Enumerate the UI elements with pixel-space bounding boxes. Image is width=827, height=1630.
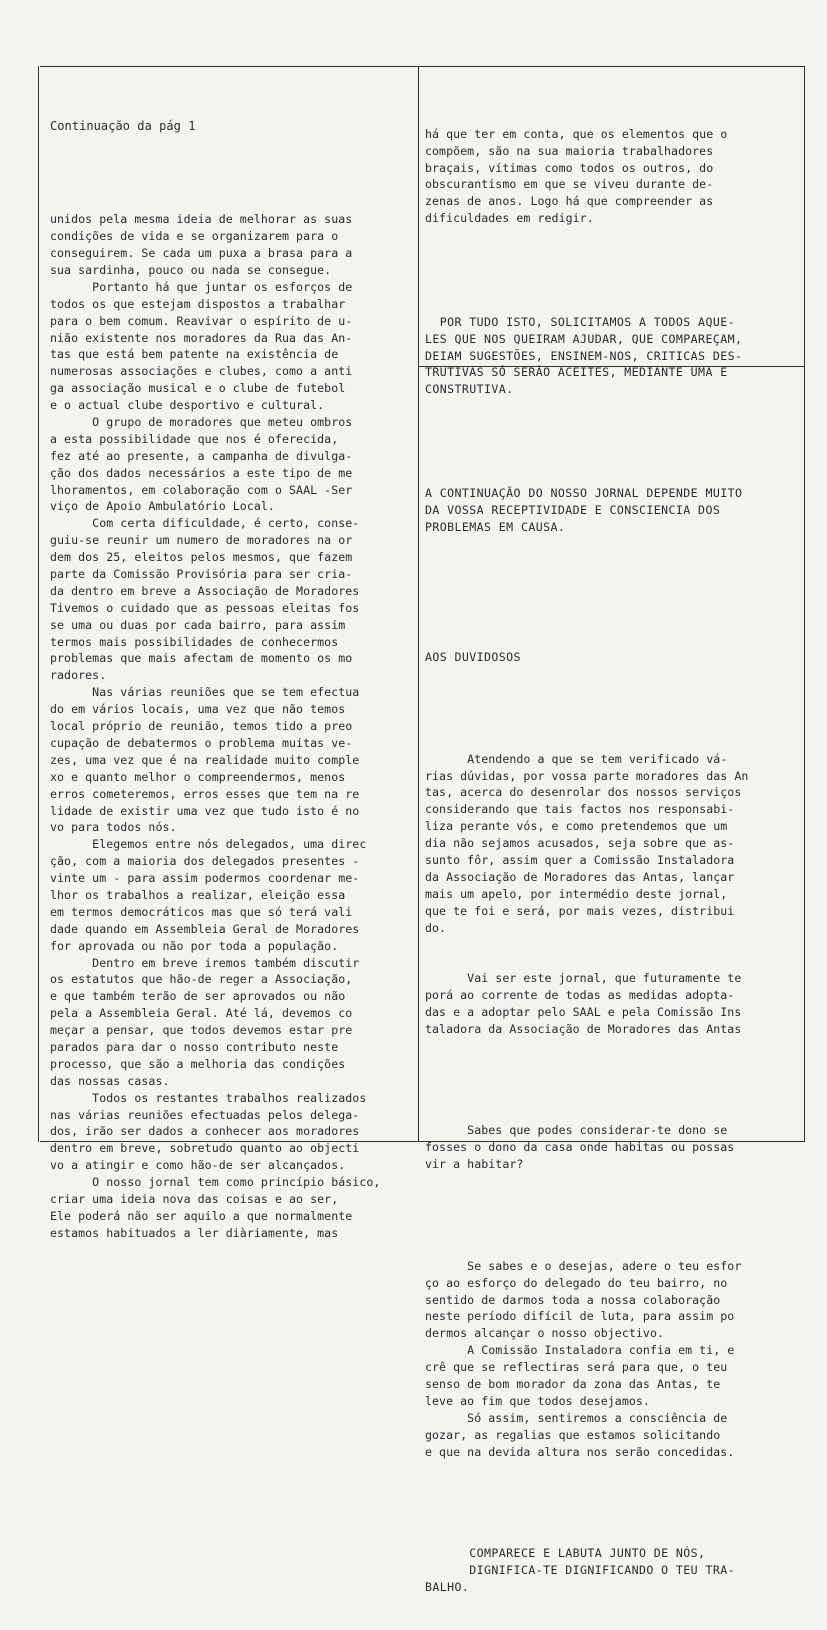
paragraph-doubts [425, 751, 800, 937]
text-line: TRUTIVAS SÓ SERÃO ACEITES, MEDIANTE UMA E [425, 365, 728, 380]
frame-top-rule [40, 66, 805, 67]
text-line: PROBLEMAS EM CAUSA. [425, 519, 566, 534]
text-line: braçais, vítimas como todos os outros, do [425, 160, 714, 175]
text-line: lhoramentos, em colaboração com o SAAL -Ser [50, 482, 353, 497]
text-line: dos, irão ser dados a conhecer aos moradores [50, 1124, 360, 1139]
text-line: Portanto há que juntar os esforços de [50, 279, 353, 294]
text-line: Se sabes e o desejas, adere o teu esfor [425, 1258, 742, 1273]
text-line: sentido de darmos toda a nossa colaboração [425, 1292, 721, 1307]
text-line: Tivemos o cuidado que as pessoas eleitas fos [50, 600, 360, 615]
text-line: dermos alcançar o nosso objectivo. [425, 1326, 665, 1341]
text-line: problemas que mais afectam de momento os mo [50, 651, 353, 666]
text-line: sunto fôr, assim quer a Comissão Instaladora [425, 853, 735, 868]
text-line: CONSTRUTIVA. [425, 382, 514, 397]
text-line: das nossas casas. [50, 1073, 170, 1088]
text-line: nas várias reuniões efectuadas pelos delega- [50, 1107, 360, 1122]
text-line: for aprovada ou não por toda a população. [50, 938, 339, 953]
text-line: dia não sejamos acusados, seja sobre que as- [425, 836, 735, 851]
left-column-text [50, 211, 412, 1241]
text-line: lhor os trabalhos a realizar, eleição essa [50, 887, 346, 902]
continuation-heading: Continuação da pág 1 [50, 118, 196, 133]
text-line: porá ao corrente de todas as medidas adopta- [425, 988, 735, 1003]
column-divider [418, 66, 419, 1142]
text-line: POR TUDO ISTO, SOLICITAMOS A TODOS AQUE- [425, 314, 735, 329]
text-line: Dentro em breve iremos também discutir [50, 955, 360, 970]
text-line: fosses o dono da casa onde habitas ou possas [425, 1140, 735, 1155]
text-line: zenas de anos. Logo há que compreender as [425, 194, 714, 209]
text-line: neste período difícil de luta, para assim po [425, 1309, 735, 1324]
text-line: da dentro em breve a Associação de Moradores [50, 583, 360, 598]
appeal-paragraph [425, 314, 800, 398]
text-line: A CONTINUAÇÃO DO NOSSO JORNAL DEPENDE MUITO [425, 485, 743, 500]
text-line: radores. [50, 668, 107, 683]
text-line: em termos democráticos mas que só terá vali [50, 904, 353, 919]
text-line: ção dos dados necessários a este tipo de me [50, 465, 353, 480]
text-line: O nosso jornal tem como princípio básico, [50, 1175, 381, 1190]
text-line: nião existente nos moradores da Rua das An- [50, 330, 353, 345]
text-line: do. [425, 920, 447, 935]
frame-right-rule [804, 66, 805, 1142]
text-line: tas, acerca do desenrolar dos nossos serviços [425, 785, 742, 800]
text-line: DA VOSSA RECEPTIVIDADE E CONSCIENCIA DOS [425, 502, 721, 517]
text-line: condições de vida e se organizarem para o [50, 229, 339, 244]
text-line: LES QUE NOS QUEIRAM AJUDAR, QUE COMPAREÇAM, [425, 331, 743, 346]
text-line: cupação de debatermos o problema muitas ve- [50, 735, 353, 750]
intro-paragraph [425, 126, 800, 227]
text-line: parte da Comissão Provisória para ser cria- [50, 567, 353, 582]
text-line: estamos habituados a ler diàriamente, mas [50, 1225, 339, 1240]
text-line: dificuldades em redigir. [425, 211, 594, 226]
text-line: dentro em breve, sobretudo quanto ao objecti [50, 1141, 360, 1156]
text-line: liza perante vós, e como pretendemos que um [425, 819, 728, 834]
text-line: da Associação de Moradores das Antas, lançar [425, 869, 735, 884]
text-line: parados para dar o nosso contributo neste [50, 1039, 339, 1054]
text-line: dem dos 25, eleitos pelos mesmos, que fazem [50, 550, 353, 565]
text-line: termos mais possibilidades de conhecermos [50, 634, 339, 649]
text-line: Só assim, sentiremos a consciência de [425, 1410, 728, 1425]
right-column [425, 92, 800, 1630]
text-line: fez até ao presente, a campanha de divulga- [50, 448, 353, 463]
frame-left-rule [38, 66, 39, 1142]
text-line: pela a Assembleia Geral. Até lá, devemos co [50, 1006, 353, 1021]
text-line: A Comissão Instaladora confia em ti, e [425, 1343, 735, 1358]
text-line: local próprio de reunião, temos tido a preo [50, 719, 353, 734]
text-line: taladora da Associação de Moradores das Antas [425, 1021, 742, 1036]
text-line: Elegemos entre nós delegados, uma direc [50, 837, 367, 852]
text-line: e o actual clube desportivo e cultural. [50, 398, 325, 413]
text-line: rias dúvidas, por vossa parte moradores das An [425, 768, 749, 783]
text-line: xo e quanto melhor o compreendermos, menos [50, 769, 346, 784]
text-line: zes, uma vez que é na realidade muito comple [50, 752, 360, 767]
paragraph-effort [425, 1258, 800, 1461]
text-line: ção, com a maioria dos delegados presentes - [50, 854, 360, 869]
text-line: crê que se reflectiras será para que, o teu [425, 1360, 728, 1375]
text-line: considerando que tais factos nos responsabi- [425, 802, 735, 817]
left-column [50, 84, 412, 1275]
text-line: leve ao fim que todos desejamos. [425, 1393, 650, 1408]
text-line: Nas várias reuniões que se tem efectua [50, 685, 360, 700]
text-line: guiu-se reunir um numero de moradores na or [50, 533, 353, 548]
text-line: Ele poderá não ser aquilo a que normalmente [50, 1208, 353, 1223]
paragraph-ownership [425, 1122, 800, 1173]
text-line: DEIAM SUGESTÕES, ENSINEM-NOS, CRITICAS DES- [425, 348, 743, 363]
continuation-notice [425, 485, 800, 536]
text-line: processo, que são a melhoria das condições [50, 1056, 346, 1071]
text-line: vo a atingir e como hão-de ser alcançados. [50, 1158, 346, 1173]
text-line: para o bem comum. Reavivar o espírito de u- [50, 313, 353, 328]
text-line: viço de Apoio Ambulatório Local. [50, 499, 275, 514]
text-line: senso de bom morador da zona das Antas, te [425, 1377, 721, 1391]
text-line: erros cometeremos, erros esses que tem na re [50, 786, 360, 801]
text-line: há que ter em conta, que os elementos que o [425, 126, 728, 141]
text-line: do em vários locais, uma vez que não temos [50, 702, 346, 717]
text-line: Com certa dificuldade, é certo, conse- [50, 516, 360, 531]
text-line: e que na devida altura nos serão concedidas. [425, 1444, 735, 1459]
text-line: Todos os restantes trabalhos realizados [50, 1090, 367, 1105]
closing-slogan [425, 1545, 800, 1596]
text-line: os estatutos que hão-de reger a Associação, [50, 972, 353, 987]
text-line: COMPARECE E LABUTA JUNTO DE NÓS, [425, 1546, 706, 1561]
text-line: vir a habitar? [425, 1157, 524, 1172]
text-line: tas que está bem patente na existência de [50, 347, 339, 362]
text-line: se uma ou duas por cada bairro, para assim [50, 617, 346, 632]
text-line: ço ao esforço do delegado do teu bairro, no [425, 1275, 728, 1290]
section-title: AOS DUVIDOSOS [425, 650, 521, 665]
text-line: O grupo de moradores que meteu ombros [50, 415, 353, 430]
text-line: mais um apelo, por intermédio deste jornal, [425, 886, 728, 901]
text-line: a esta possibilidade que nos é oferecida, [50, 431, 339, 446]
text-line: gozar, as regalias que estamos solicitando [425, 1427, 721, 1442]
text-line: meçar a pensar, que todos devemos estar pre [50, 1023, 353, 1038]
text-line: vo para todos nós. [50, 820, 177, 835]
text-line: BALHO. [425, 1579, 470, 1594]
text-line: numerosas associações e clubes, como a anti [50, 364, 353, 379]
text-line: que te foi e será, por mais vezes, distribui [425, 903, 735, 918]
text-line: compõem, são na sua maioria trabalhadores [425, 143, 714, 158]
text-line: e que também terão de ser aprovados ou não [50, 989, 346, 1004]
text-line: das e a adoptar pelo SAAL e pela Comissão Ins [425, 1005, 742, 1020]
text-line: lidade de existir uma vez que tudo isto é no [50, 803, 360, 818]
text-line: vinte um - para assim podermos coordenar me- [50, 871, 360, 886]
text-line: DIGNIFICA-TE DIGNIFICANDO O TEU TRA- [425, 1562, 735, 1577]
text-line: Atendendo a que se tem verificado vá- [425, 751, 728, 766]
text-line: conseguirem. Se cada um puxa a brasa para a [50, 246, 353, 261]
text-line: criar uma ideia nova das coisas e ao ser, [50, 1191, 339, 1206]
text-line: todos os que estejam dispostos a trabalhar [50, 296, 346, 311]
text-line: dade quando em Assembleia Geral de Moradores [50, 921, 360, 936]
text-line: Sabes que podes considerar-te dono se [425, 1123, 728, 1138]
text-line: obscurantismo em que se viveu durante de- [425, 177, 714, 192]
text-line: unidos pela mesma ideia de melhorar as suas [50, 212, 353, 227]
text-line: sua sardinha, pouco ou nada se consegue. [50, 263, 332, 277]
text-line: ga associação musical e o clube de futebol [50, 381, 346, 396]
text-line: Vai ser este jornal, que futuramente te [425, 971, 742, 986]
paragraph-journal [425, 970, 800, 1038]
